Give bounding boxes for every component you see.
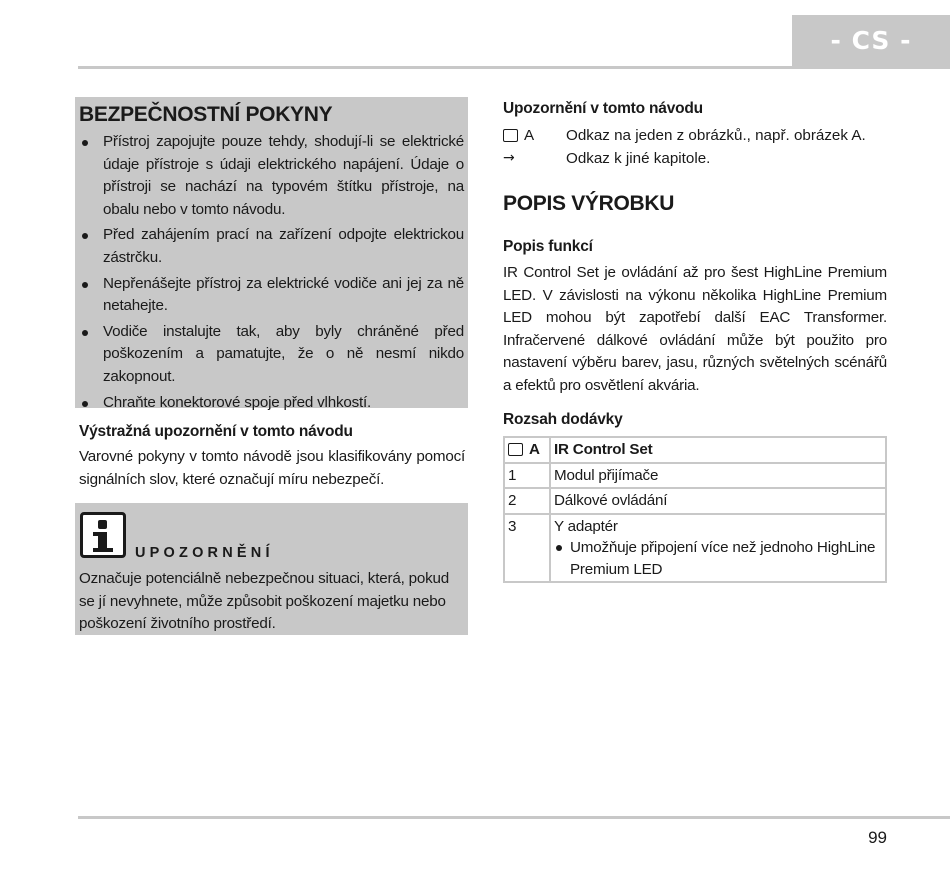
warnings-heading: Výstražná upozornění v tomto návodu — [79, 423, 353, 440]
figure-letter: A — [524, 127, 535, 144]
table-header-title: IR Control Set — [550, 437, 886, 463]
table-header-row — [504, 437, 886, 463]
safety-item: Přístroj zapojujte pouze tehdy, shodují-li se elektrické údaje přístroje s údaji elektrického napájení. Údaje o přístroji se nachází na typovém štítku přístroje, na obalu nebo v tomto návodu. — [79, 131, 464, 221]
row-item-label: Y adaptér — [554, 517, 618, 535]
bottom-divider — [78, 816, 950, 819]
notice-row — [503, 147, 887, 170]
info-icon — [80, 512, 126, 558]
notices-section — [503, 98, 887, 170]
table-header-symbol: A — [504, 437, 550, 463]
arrow-right-icon: → — [503, 150, 515, 166]
safety-section — [75, 97, 468, 411]
warnings-section — [79, 421, 465, 491]
figure-box-icon — [508, 443, 523, 456]
top-divider — [78, 66, 950, 69]
safety-item: Před zahájením prací na zařízení odpojte elektrickou zástrčku. — [79, 224, 464, 269]
row-number: 3 — [504, 514, 550, 583]
notice-text: Označuje potenciálně nebezpečnou situaci, která, pokud se jí nevyhnete, může způsobit poškození majetku nebo poškození životního prostředí. — [79, 570, 449, 633]
row-item: Modul přijímače — [550, 463, 886, 489]
figure-box-icon — [503, 129, 518, 142]
product-title: POPIS VÝROBKU — [503, 192, 675, 215]
scope-table — [503, 436, 887, 583]
functions-section — [503, 236, 887, 398]
notices-heading: Upozornění v tomto návodu — [503, 100, 703, 117]
notice-box — [75, 503, 468, 635]
functions-heading: Popis funkcí — [503, 238, 593, 255]
signal-word: UPOZORNĚNÍ — [135, 545, 274, 561]
table-row — [504, 488, 886, 514]
warnings-text: Varovné pokyny v tomto návodě jsou klasifikovány pomocí signálních slov, které označují míru nebezpečí. — [79, 448, 465, 488]
scope-heading: Rozsah dodávky — [503, 411, 623, 428]
row-item-subbullet: Umožňuje připojení více než jednoho HighLine Premium LED — [554, 537, 882, 580]
row-number: 1 — [504, 463, 550, 489]
safety-item: Nepřenášejte přístroj za elektrické vodiče ani jej za ně netahejte. — [79, 273, 464, 318]
safety-item: Chraňte konektorové spoje před vlhkostí. — [79, 392, 464, 415]
safety-list — [79, 131, 464, 414]
table-row — [504, 514, 886, 583]
safety-title: BEZPEČNOSTNÍ POKYNY — [79, 103, 333, 126]
notice-row — [503, 124, 887, 147]
row-item: Dálkové ovládání — [550, 488, 886, 514]
page-number: 99 — [868, 828, 887, 847]
notice-text: Odkaz k jiné kapitole. — [566, 150, 711, 167]
notice-text: Odkaz na jeden z obrázků., např. obrázek A. — [566, 127, 866, 144]
language-tab: - CS - — [792, 15, 950, 66]
table-row — [504, 463, 886, 489]
functions-text: IR Control Set je ovládání až pro šest HighLine Premium LED. V závislosti na výkonu několika HighLine Premium LED mohou být zapotřebí další EAC Transformer. Infračervené dálkové ovládání může být použito pro nastavení výběru barev, jasu, různých světelných scénářů a efektů pro osvětlení akvária. — [503, 264, 887, 394]
safety-item: Vodiče instalujte tak, aby byly chráněné před poškozením a pamatujte, že o ně nesmí nikdo zakopnout. — [79, 321, 464, 389]
row-item — [550, 514, 886, 583]
row-number: 2 — [504, 488, 550, 514]
